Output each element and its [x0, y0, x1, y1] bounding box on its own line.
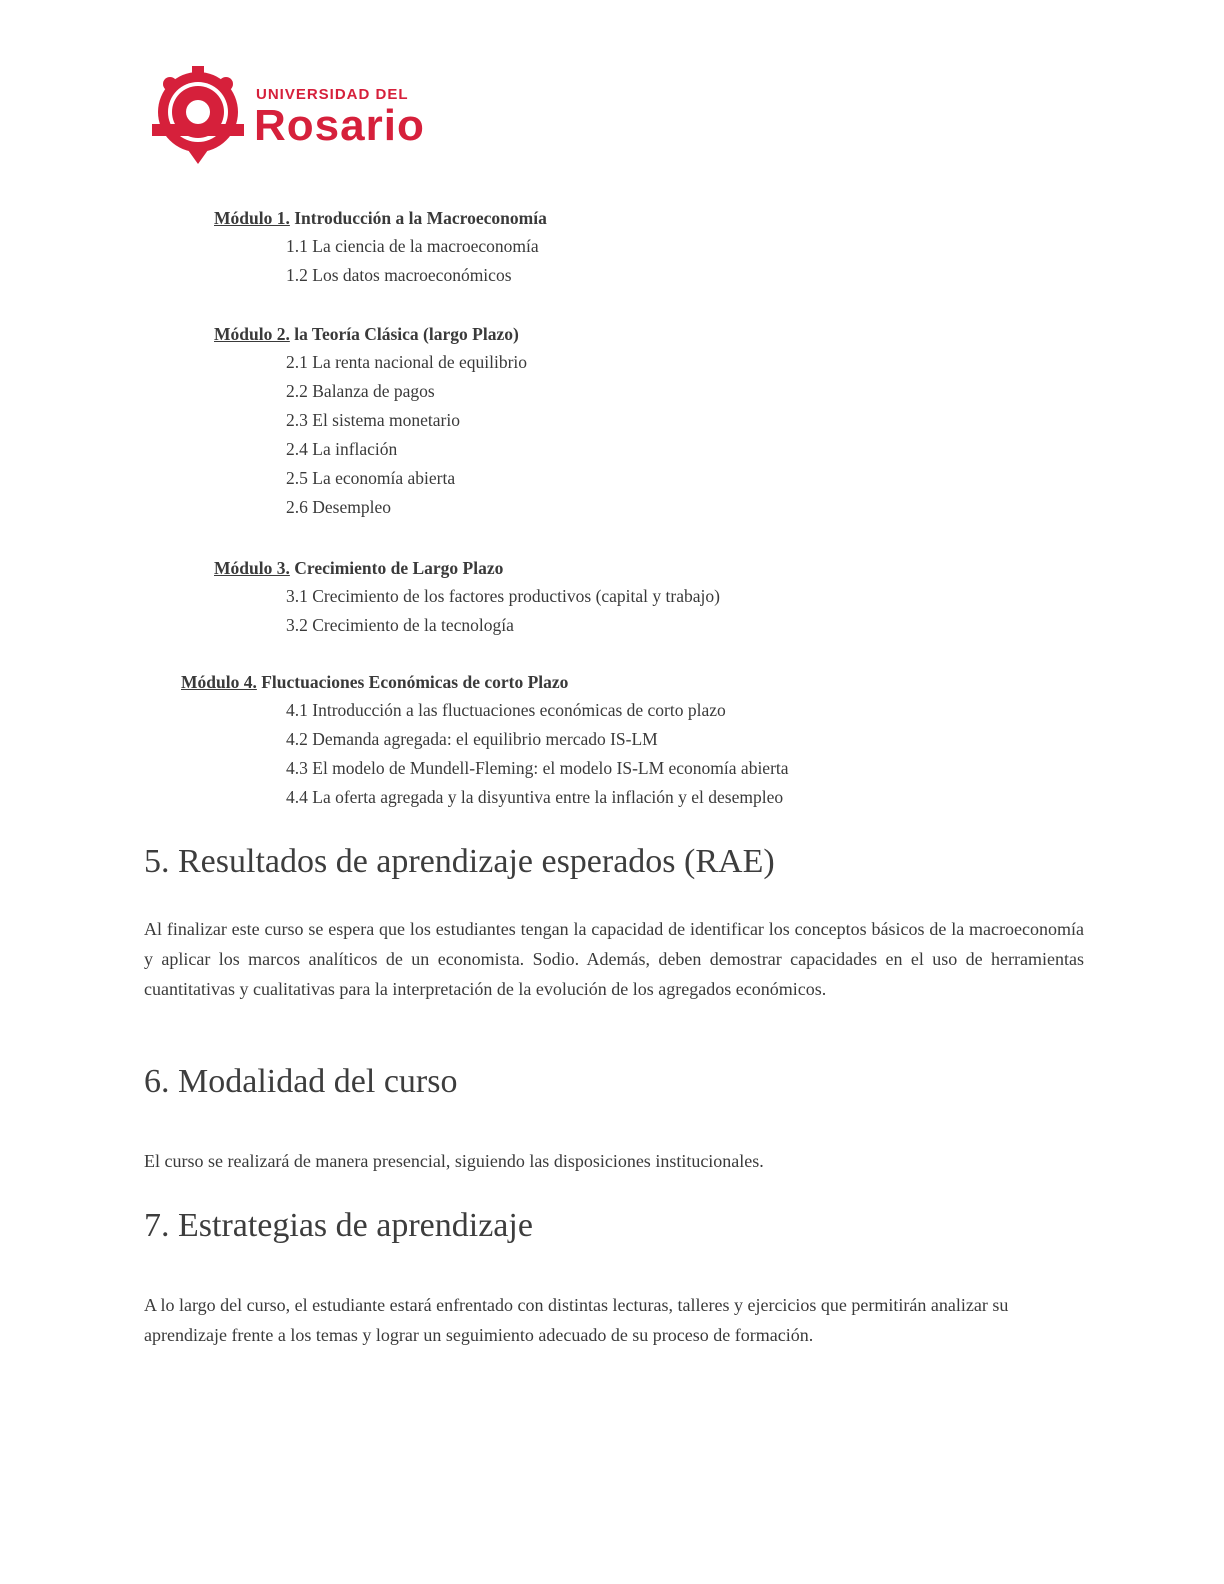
module-2 [214, 320, 527, 522]
module-title [214, 204, 547, 232]
module-item: 2.4 La inflación [286, 439, 398, 459]
module-name: Introducción a la Macroeconomía [294, 208, 547, 228]
module-4 [181, 668, 789, 812]
section-6-heading: 6. Modalidad del curso [144, 1063, 458, 1100]
module-item: 2.1 La renta nacional de equilibrio [286, 352, 528, 372]
module-item: 4.2 Demanda agregada: el equilibrio mercado IS-LM [286, 729, 658, 749]
module-item: 4.4 La oferta agregada y la disyuntiva entre la inflación y el desempleo [286, 787, 784, 807]
module-title [214, 320, 527, 348]
module-3 [214, 554, 720, 640]
module-item: 1.2 Los datos macroeconómicos [286, 265, 512, 285]
module-item: 2.3 El sistema monetario [286, 410, 460, 430]
module-item: 3.2 Crecimiento de la tecnología [286, 615, 514, 635]
section-7-body: A lo largo del curso, el estudiante estará enfrentado con distintas lecturas, talleres y ejercicios que permitirán analizar su aprendizaje frente a los temas y lograr un seguimiento adecuado de su proceso de formación. [144, 1295, 1009, 1345]
module-item: 4.1 Introducción a las fluctuaciones económicas de corto plazo [286, 700, 726, 720]
section-6-body: El curso se realizará de manera presencial, siguiendo las disposiciones institucionales. [144, 1151, 764, 1171]
module-label: Módulo 1. [214, 208, 290, 228]
module-item: 2.6 Desempleo [286, 497, 391, 517]
university-seal-icon [148, 62, 248, 166]
module-title [214, 554, 720, 582]
module-name: la Teoría Clásica (largo Plazo) [294, 324, 519, 344]
module-item: 1.1 La ciencia de la macroeconomía [286, 236, 539, 256]
section-5-body: Al finalizar este curso se espera que los estudiantes tengan la capacidad de identificar los conceptos básicos de la macroeconomía y aplicar los marcos analíticos de un economista. Sodio. Además, deben demostrar capacidades en el uso de herramientas cuantitativas y cualitativas para la interpretación de la evolución de los agregados económicos. [144, 919, 1084, 999]
logo-text-line2: Rosario [254, 101, 425, 150]
section-7-heading: 7. Estrategias de aprendizaje [144, 1207, 533, 1244]
module-item: 2.5 La economía abierta [286, 468, 456, 488]
logo-text-line1: UNIVERSIDAD DEL [256, 86, 409, 103]
module-item: 2.2 Balanza de pagos [286, 381, 435, 401]
module-item: 3.1 Crecimiento de los factores productivos (capital y trabajo) [286, 586, 720, 606]
module-name: Crecimiento de Largo Plazo [294, 558, 504, 578]
module-label: Módulo 4. [181, 672, 257, 692]
module-title [181, 668, 789, 696]
module-label: Módulo 3. [214, 558, 290, 578]
module-1 [214, 204, 547, 290]
module-item: 4.3 El modelo de Mundell-Fleming: el modelo IS-LM economía abierta [286, 758, 789, 778]
section-5-heading: 5. Resultados de aprendizaje esperados (RAE) [144, 843, 775, 880]
module-name: Fluctuaciones Económicas de corto Plazo [261, 672, 569, 692]
module-label: Módulo 2. [214, 324, 290, 344]
